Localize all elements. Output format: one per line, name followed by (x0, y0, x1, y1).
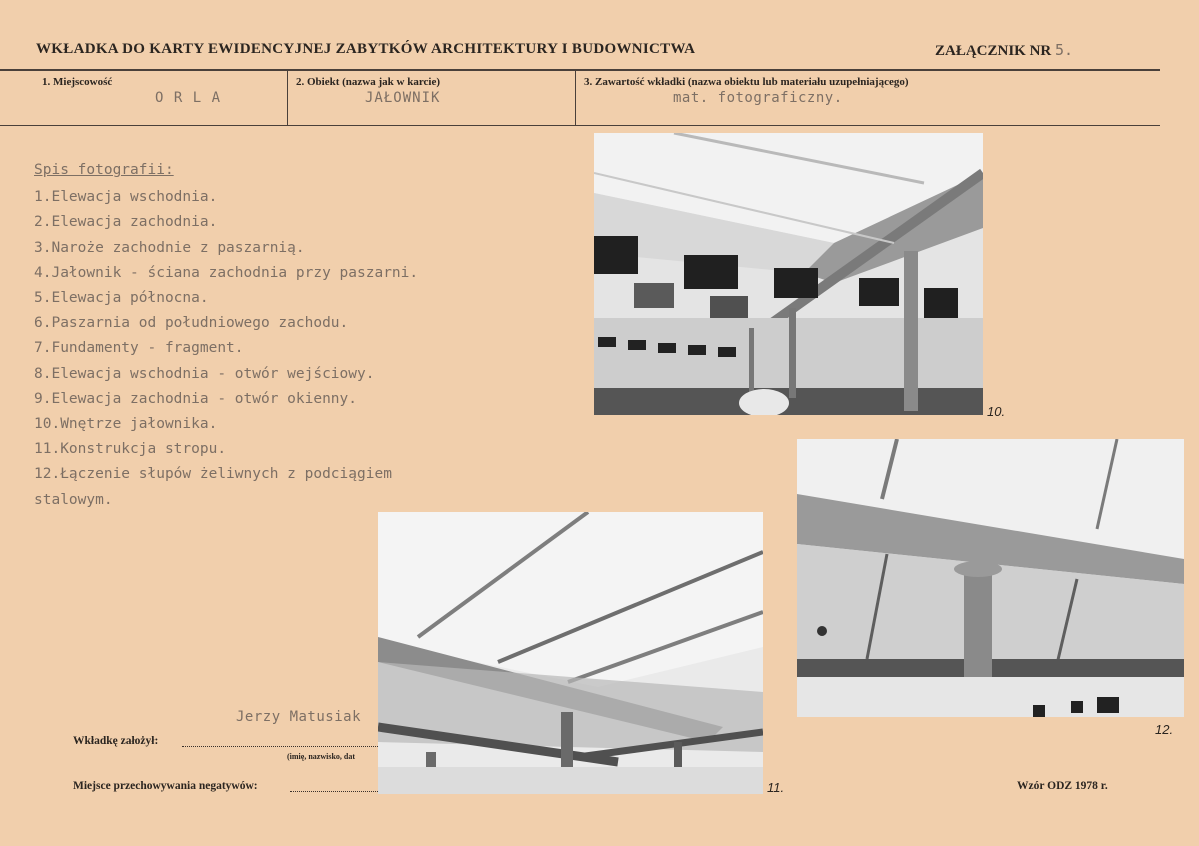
list-item: 1.Elewacja wschodnia. (34, 189, 218, 206)
list-item: 6.Paszarnia od południowego zachodu. (34, 315, 349, 332)
list-item: 7.Fundamenty - fragment. (34, 340, 244, 357)
field-2-value: JAŁOWNIK (365, 90, 441, 106)
field-3-value: mat. fotograficzny. (673, 90, 843, 106)
list-item: 9.Elewacja zachodnia - otwór okienny. (34, 390, 358, 407)
photo-list-heading: Spis fotografii: (34, 162, 174, 178)
photo-11-number: 11. (767, 780, 785, 795)
field-3-label: 3. Zawartość wkładki (nazwa obiektu lub materiału uzupełniającego) (584, 76, 909, 88)
author-hint: (imię, nazwisko, dat (287, 752, 355, 761)
field-1-value: O R L A (155, 90, 222, 106)
list-item: stalowym. (34, 491, 113, 508)
attachment-number (935, 41, 1073, 60)
photo-12-number: 12. (1155, 722, 1174, 737)
list-item: 3.Naroże zachodnie z paszarnią. (34, 239, 305, 256)
attachment-label: ZAŁĄCZNIK NR (935, 43, 1052, 59)
negatives-line (290, 791, 378, 792)
photo-12-column-joint (797, 439, 1184, 717)
photo-list (34, 158, 418, 513)
list-item: 2.Elewacja zachodnia. (34, 214, 218, 231)
list-item: 11.Konstrukcja stropu. (34, 441, 227, 458)
field-1-label: 1. Miejscowość (42, 76, 113, 88)
document-title: WKŁADKA DO KARTY EWIDENCYJNEJ ZABYTKÓW ARCHITEKTURY I BUDOWNICTWA (36, 41, 696, 57)
attachment-value: 5. (1055, 41, 1074, 59)
field-divider-1 (287, 70, 288, 126)
author-name: Jerzy Matusiak (236, 709, 362, 725)
list-item: 12.Łączenie słupów żeliwnych z podciągiem (34, 466, 392, 483)
author-line (182, 746, 378, 747)
photo-10-interior (594, 133, 983, 415)
photo-10-number: 10. (987, 404, 1006, 419)
form-code: Wzór ODZ 1978 r. (1017, 780, 1108, 792)
field-divider-2 (575, 70, 576, 126)
list-item: 10.Wnętrze jałownika. (34, 416, 218, 433)
list-item: 8.Elewacja wschodnia - otwór wejściowy. (34, 365, 375, 382)
negatives-label: Miejsce przechowywania negatywów: (73, 780, 258, 792)
field-2-label: 2. Obiekt (nazwa jak w karcie) (296, 76, 441, 88)
fields-bottom-rule (0, 125, 1160, 126)
photo-11-ceiling-construction (378, 512, 763, 794)
list-item: 5.Elewacja północna. (34, 290, 209, 307)
list-item: 4.Jałownik - ściana zachodnia przy paszarni. (34, 264, 419, 281)
top-rule (0, 69, 1160, 71)
author-label: Wkładkę założył: (73, 735, 159, 747)
